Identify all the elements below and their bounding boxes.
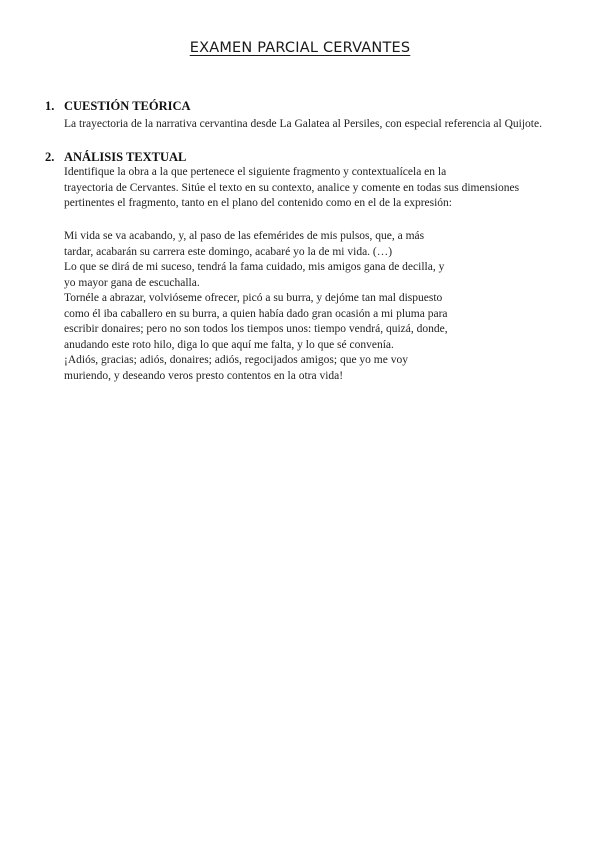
- question-1-heading: CUESTIÓN TEÓRICA: [64, 99, 191, 113]
- question-1-text: [64, 117, 542, 133]
- text-line: Identifique la obra a la que pertenece el siguiente fragmento y contextualícela en la: [64, 166, 447, 178]
- text-line: pertinentes el fragmento, tanto en el plano del contenido como en el de la expresión:: [64, 197, 452, 209]
- question-1-number: 1.: [45, 99, 55, 113]
- text-line: trayectoria de Cervantes. Sitúe el texto en su contexto, analice y comente en todas sus dimensiones: [64, 181, 520, 194]
- fragment-line: como él iba caballero en su burra, a quien había dado gran ocasión a mi pluma para: [64, 307, 448, 320]
- question-2-instructions: [64, 165, 519, 212]
- fragment-line: tardar, acabarán su carrera este domingo, acabaré yo la de mi vida. (…): [64, 245, 393, 258]
- fragment-line: muriendo, y deseando veros presto contentos en la otra vida!: [64, 369, 344, 382]
- question-2-number: 2.: [45, 150, 55, 164]
- question-2-heading: ANÁLISIS TEXTUAL: [64, 150, 187, 164]
- page-title: EXAMEN PARCIAL CERVANTES: [189, 40, 411, 56]
- fragment-line: ¡Adiós, gracias; adiós, donaires; adiós, regocijados amigos; que yo me voy: [64, 354, 408, 366]
- fragment-line: yo mayor gana de escuchalla.: [64, 276, 200, 289]
- fragment-line: escribir donaires; pero no son todos los tiempos unos: tiempo vendrá, quizá, donde,: [64, 323, 448, 335]
- fragment-line: Lo que se dirá de mi suceso, tendrá la fama cuidado, mis amigos gana de decilla, y: [64, 261, 445, 273]
- fragment-line: Tornéle a abrazar, volvióseme ofrecer, picó a su burra, y dejóme tan mal dispuesto: [64, 292, 443, 304]
- text-line: La trayectoria de la narrativa cervantina desde La Galatea al Persiles, con especial referencia al Quijote.: [64, 118, 542, 130]
- fragment-line: anudando este roto hilo, diga lo que aquí me falta, y lo que sé convenía.: [64, 338, 394, 351]
- literary-fragment: [64, 229, 448, 384]
- fragment-line: Mi vida se va acabando, y, al paso de las efemérides de mis pulsos, que, a más: [64, 230, 425, 242]
